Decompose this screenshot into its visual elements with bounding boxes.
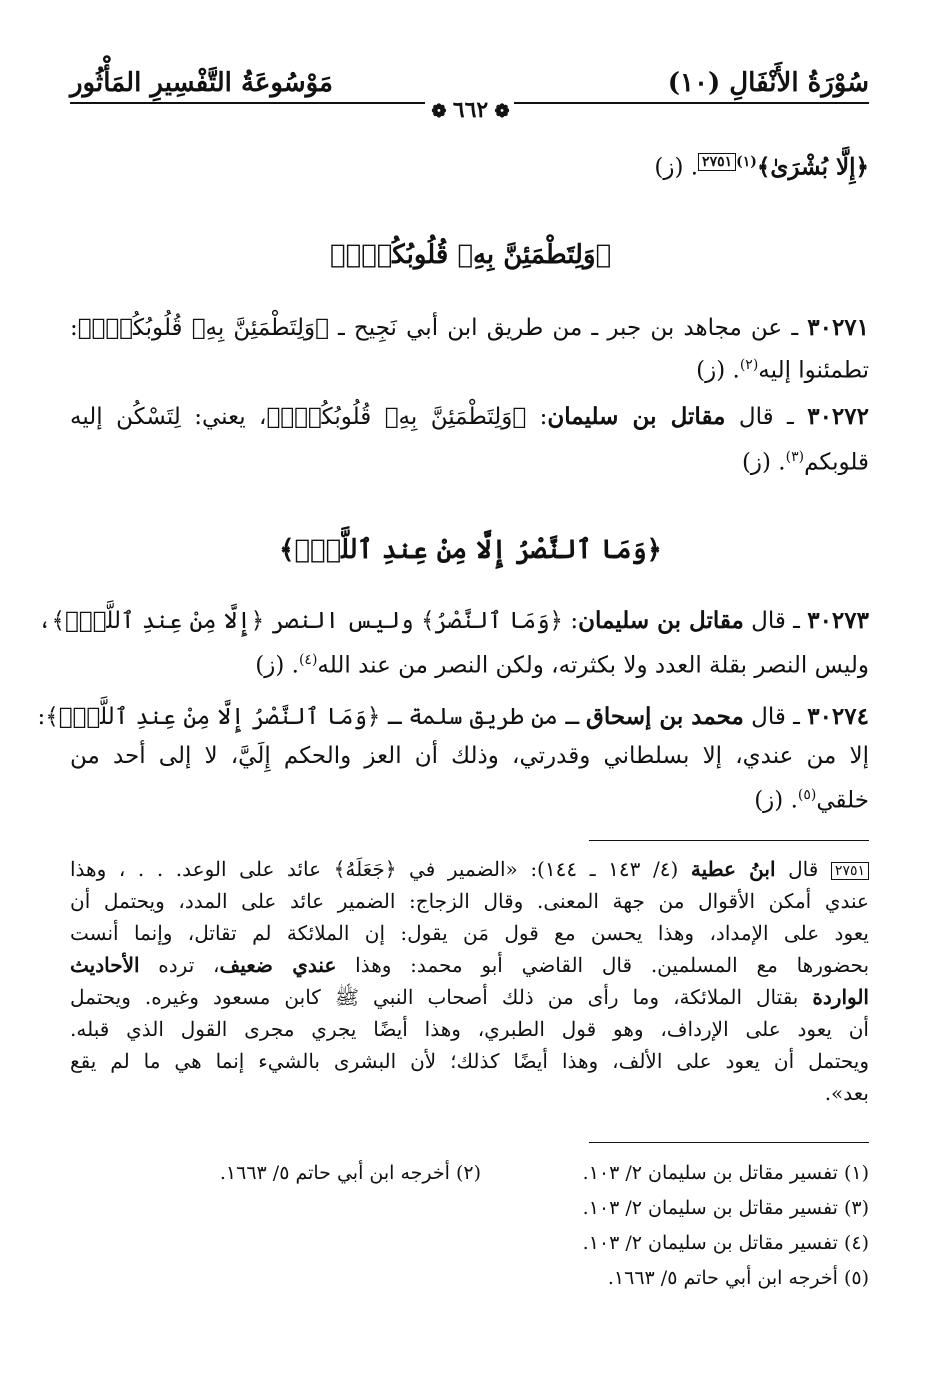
note-box-ref: ٢٧٥١ — [698, 153, 736, 171]
note-separator — [589, 840, 869, 841]
ornament-icon: ❁ — [431, 101, 453, 122]
note-line: الواردة بقتال الملائكة، وما رأى من ذلك أصحاب النبي ﷺ كابن مسعود وغيره. ويحتمل — [70, 985, 869, 1009]
footnote-separator — [589, 1142, 869, 1143]
footnote-3: (٣) تفسير مقاتل بن سليمان ٢/ ١٠٣. — [582, 1197, 869, 1219]
report-30273: ٣٠٢٧٣ ـ قال مقاتل بن سليمان: ﴿وَمَا ٱلنَّصْرُ﴾ وليس النصر ﴿إِلَّا مِنْ عِندِ ٱللَّهِۚ﴾، — [38, 607, 869, 634]
book-title: مَوْسُوعَةُ التَّفْسِيرِ المَأْثُور — [70, 68, 333, 98]
report-30272-line2: قلوبكم$^{(٣)}$. (ز) — [741, 449, 869, 476]
footnote-1: (١) تفسير مقاتل بن سليمان ٢/ ١٠٣. — [582, 1162, 869, 1184]
footnote-ref: (١) — [736, 154, 757, 170]
note-line: يعود على الإمداد، وهذا يحسن مع قول مَن يقول: إن الملائكة لم تقاتل، وإنما أنست — [70, 921, 869, 945]
report-30271-line2: تطمئنوا إليه$^{(٢)}$. (ز) — [696, 357, 869, 384]
footnote-4: (٤) تفسير مقاتل بن سليمان ٢/ ١٠٣. — [582, 1232, 869, 1254]
note-line: ويحتمل أن يعود على الألف، وهذا أيضًا كذلك؛ لأن البشرى بالشيء إنما هي ما لم يقع — [70, 1049, 869, 1073]
note-line: أن يعود على الإرداف، وهو قول الطبري، وهذا أيضًا يجري مجرى القول الذي قبله. — [70, 1017, 869, 1041]
editor-note-2751: ٢٧٥١ قال ابنُ عطية (٤/ ١٤٣ ـ ١٤٤): «الضمير في ﴿جَعَلَهُ﴾ عائد على الوعد. . . ، وهذا — [70, 855, 869, 883]
surah-title: سُوْرَةُ الأَنْفَالِ (١٠) — [667, 68, 869, 98]
verse-heading: ﴿وَلِتَطْمَئِنَّ بِهِۦ قُلُوبُكُمْۚ﴾ — [329, 240, 612, 270]
report-30273-line2: وليس النصر بقلة العدد ولا بكثرته، ولكن النصر من عند الله$^{(٤)}$. (ز) — [255, 652, 869, 679]
footnote-2: (٢) أخرجه ابن أبي حاتم ٥/ ١٦٦٣. — [219, 1162, 481, 1184]
page-number: ❁ ٦٦٢ ❁ — [431, 97, 510, 123]
footnote-5: (٥) أخرجه ابن أبي حاتم ٥/ ١٦٦٣. — [607, 1267, 869, 1289]
report-30272: ٣٠٢٧٢ ـ قال مقاتل بن سليمان: ﴿وَلِتَطْمَئِنَّ بِهِۦ قُلُوبُكُمْۚ﴾، يعني: لِتَسْكُن إليه — [70, 403, 869, 430]
report-30274-line3: خلقي$^{(٥)}$. (ز) — [754, 787, 869, 814]
report-30271: ٣٠٢٧١ ـ عن مجاهد بن جبر ـ من طريق ابن أبي نَجِيح ـ ﴿وَلِتَطْمَئِنَّ بِهِۦ قُلُوبُكُمْۚ﴾: — [70, 314, 870, 341]
verse-heading: ﴿وَمَا ٱلنَّصْرُ إِلَّا مِنْ عِندِ ٱللَّهِۚ﴾ — [279, 535, 662, 565]
note-line: عندي أمكن الأقوال من جهة المعنى. وقال الزجاج: الضمير عائد على المدد، ويحتمل أن — [70, 889, 869, 913]
verse-continuation: ﴿إِلَّا بُشْرَىٰ﴾$^{(١)}$٢٧٥١. (ز) — [654, 153, 869, 181]
note-line: بعد». — [824, 1081, 869, 1105]
report-30274: ٣٠٢٧٤ ـ قال محمد بن إسحاق ـ من طريق سلمة ـ ﴿وَمَا ٱلنَّصْرُ إِلَّا مِنْ عِندِ ٱللَّهِۚ﴾: — [37, 703, 869, 730]
report-30274-line2: إلا من عندي، إلا بسلطاني وقدرتي، وذلك أن العز والحكم إِلَيَّ، لا إلى أحد من — [70, 743, 869, 769]
note-line: بحضورها مع المسلمين. قال القاضي أبو محمد: وهذا عندي ضعيف، ترده الأحاديث — [70, 953, 870, 977]
ornament-icon: ❁ — [488, 101, 510, 122]
note-box-label: ٢٧٥١ — [831, 862, 869, 880]
